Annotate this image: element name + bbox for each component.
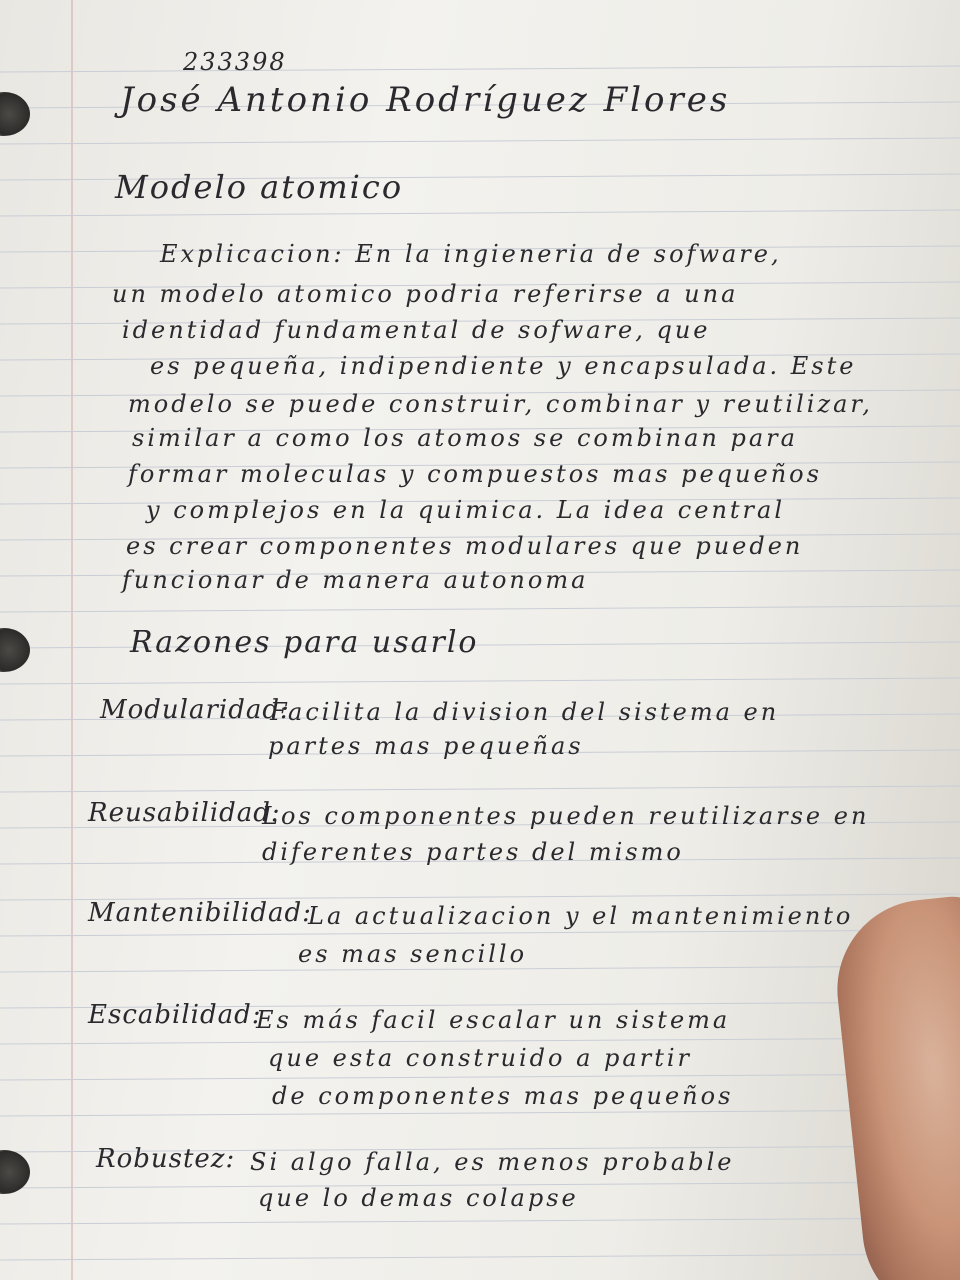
reason-line: Es más facil escalar un sistema [256, 1006, 731, 1034]
reason-line: La actualizacion y el mantenimiento [308, 902, 854, 930]
reason-line: de componentes mas pequeños [272, 1082, 734, 1110]
explanation-line: es pequeña, indipendiente y encapsulada. Este [150, 352, 857, 380]
reason-term: Modularidad: [100, 695, 290, 725]
explanation-line: modelo se puede construir, combinar y reutilizar, [128, 390, 873, 418]
explanation-line: similar a como los atomos se combinan para [132, 424, 798, 452]
explanation-line: formar moleculas y compuestos mas pequeños [128, 460, 822, 488]
reason-line: que lo demas colapse [258, 1184, 579, 1212]
page-title: Modelo atomico [115, 168, 404, 206]
explanation-line: funcionar de manera autonoma [122, 566, 589, 594]
reason-line: diferentes partes del mismo [262, 838, 684, 866]
student-id: 233398 [183, 48, 287, 76]
explanation-line: un modelo atomico podria referirse a una [112, 280, 739, 308]
explanation-line: Explicacion: En la ingieneria de sofware, [160, 240, 782, 268]
reason-term: Reusabilidad: [88, 798, 281, 828]
reason-term: Robustez: [96, 1144, 236, 1174]
reason-term: Mantenibilidad: [88, 898, 312, 928]
reason-line: Si algo falla, es menos probable [250, 1148, 735, 1176]
section-heading: Razones para usarlo [130, 625, 479, 660]
student-name: José Antonio Rodríguez Flores [120, 80, 731, 120]
explanation-line: y complejos en la quimica. La idea central [146, 496, 786, 524]
reason-line: Facilita la division del sistema en [270, 698, 780, 726]
explanation-line: identidad fundamental de sofware, que [122, 316, 711, 344]
reason-line: que esta construido a partir [268, 1044, 692, 1072]
reason-term: Escabilidad: [88, 1000, 262, 1030]
explanation-line: es crear componentes modulares que pueden [126, 532, 804, 560]
reason-line: partes mas pequeñas [268, 732, 584, 760]
reason-line: Los componentes pueden reutilizarse en [262, 802, 870, 830]
reason-line: es mas sencillo [298, 940, 528, 968]
